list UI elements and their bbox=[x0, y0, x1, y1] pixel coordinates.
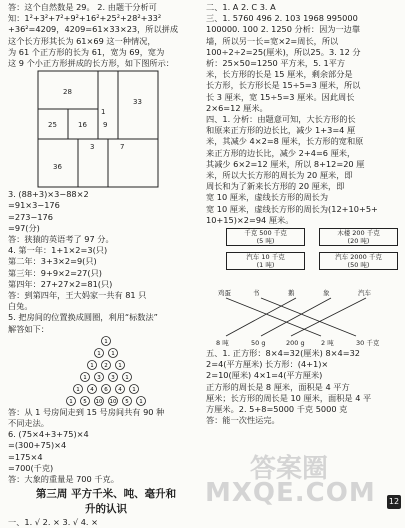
text-line: 4. 第一年：1+1×2=3(只) bbox=[8, 245, 108, 256]
text-line: 长方形，长方形长是 15÷5=3 厘米，所以 bbox=[206, 80, 361, 91]
rect-label: 1 bbox=[101, 108, 106, 117]
answer-lines-bottom bbox=[8, 407, 204, 485]
text-line: 知：1²+3²+7²+9²+16²+25²+28²+33² bbox=[8, 13, 162, 24]
weight-value: 2 吨 bbox=[321, 339, 334, 348]
text-line: 来正方形的边长比，减少 2+4=6 厘米， bbox=[206, 147, 356, 158]
text-line: 第四年：27+27×2=81(只) bbox=[8, 278, 113, 289]
weight-item: 象 bbox=[323, 289, 330, 298]
text-line: 答：从 1 号房间走到 15 号房间共有 90 种 bbox=[8, 406, 165, 417]
pairs-diagram bbox=[206, 228, 398, 288]
text-line: 这 9 个小正方形拼成的长方形，如下图所示： bbox=[8, 58, 174, 69]
rect-label: 25 bbox=[48, 121, 57, 130]
weight-value: 30 千克 bbox=[356, 339, 380, 348]
pair-box: 木楼 200 千克 (20 吨) bbox=[319, 228, 398, 246]
triangle-value: 3 bbox=[111, 375, 115, 382]
triangle-value: 4 bbox=[118, 387, 122, 394]
triangle-value: 1 bbox=[83, 375, 87, 382]
triangle-value: 10 bbox=[109, 399, 117, 406]
pair-box: 汽车 2000 千克 (50 吨) bbox=[319, 252, 398, 270]
text-line: 其减少 6×2=12 厘米，所以 8+12=20 厘 bbox=[206, 158, 365, 169]
text-line: 第二年：3+3×2=9(只) bbox=[8, 256, 97, 267]
triangle-value: 1 bbox=[69, 399, 73, 406]
text-line: 解答如下： bbox=[8, 323, 49, 334]
text-line: 答：大象的重量是 700 千克。 bbox=[8, 474, 119, 485]
text-line: 答：到第四年，王大妈家一共有 81 只 bbox=[8, 290, 147, 301]
text-line: 答：狭猿的英语考了 97 分。 bbox=[8, 234, 114, 245]
text-line: =175×4 bbox=[8, 451, 43, 462]
rect-label: 28 bbox=[63, 88, 72, 97]
text-line: 厘米；长方形的周长是 10 厘米，面积是 4 平 bbox=[206, 392, 372, 403]
answer-lines-middle bbox=[8, 189, 204, 335]
text-line: 长 3 厘米，宽 15÷5=3 厘米。因此周长 bbox=[206, 91, 355, 102]
left-column bbox=[8, 2, 204, 528]
text-line: =273−176 bbox=[8, 211, 53, 222]
rect-label: 7 bbox=[120, 143, 125, 152]
text-line: 宽 10 厘米，虚线长方形的周长为(12+10+5+ bbox=[206, 203, 378, 214]
triangle-diagram bbox=[8, 335, 204, 407]
text-line: 10+15)×2=94 厘米。 bbox=[206, 214, 294, 225]
text-line: 二、1. A 2. C 3. A bbox=[206, 2, 276, 12]
triangle-value: 1 bbox=[90, 363, 94, 370]
triangle-value: 1 bbox=[76, 387, 80, 394]
section-title-cont: 升的认识 bbox=[85, 503, 127, 516]
triangle-value: 5 bbox=[125, 399, 129, 406]
text-line: 为 61 个正方形的长为 61，宽为 69，宽为 bbox=[8, 46, 165, 57]
weight-item: 鹅 bbox=[288, 289, 295, 298]
pair-box: 千克 500 千克 (5 吨) bbox=[226, 228, 305, 246]
rect-label: 36 bbox=[53, 163, 62, 172]
text-line: 三、1. 5760 496 2. 103 1968 995000 bbox=[206, 13, 358, 24]
right-column bbox=[206, 2, 398, 426]
text-line: 宽 10 厘米，虚线长方形的周长为 bbox=[206, 192, 329, 203]
text-line: 不同走法。 bbox=[8, 418, 49, 429]
answer-line-last: 一、1. √ 2. × 3. √ 4. × bbox=[8, 517, 98, 528]
rect-label: 9 bbox=[103, 121, 108, 130]
right-lines-top bbox=[206, 2, 398, 226]
text-line: =(300+75)×4 bbox=[8, 440, 67, 451]
text-line: 6. (75×4+3+75)×4 bbox=[8, 429, 89, 440]
text-line: 2=10(厘米) 4×1=4(平方厘米) bbox=[206, 370, 323, 381]
text-line: 四、1. 分析：由题意可知，大长方形的长 bbox=[206, 114, 356, 125]
right-lines-bottom bbox=[206, 348, 398, 426]
text-line: 这个长方形其长为 61×69 这一种情况， bbox=[8, 35, 156, 46]
section-title: 第三周 平方千米、吨、毫升和 bbox=[35, 488, 177, 501]
squares-figure bbox=[8, 69, 204, 189]
triangle-value: 3 bbox=[97, 375, 101, 382]
triangle-value: 4 bbox=[90, 387, 94, 394]
text-line: =97(分) bbox=[8, 222, 40, 233]
text-line: 100000. 100 2. 1250 分析：因为一边靠 bbox=[206, 24, 361, 35]
text-line: +36²=4209，4209=61×33×23，所以拼成 bbox=[8, 24, 179, 35]
triangle-value: 6 bbox=[104, 387, 108, 394]
triangle-value: 1 bbox=[97, 351, 101, 358]
triangle-value: 1 bbox=[132, 387, 136, 394]
triangle-value: 2 bbox=[104, 363, 108, 370]
text-line: 5. 把房间的位置换成圆圈，利用“标数法” bbox=[8, 312, 158, 323]
weight-item: 书 bbox=[253, 289, 260, 298]
text-line: 2×6=12 厘米。 bbox=[206, 102, 268, 113]
page-number: 12 bbox=[387, 495, 401, 509]
triangle-value: 1 bbox=[104, 339, 108, 346]
text-line: 米，长方形的长是 15 厘米，剩余部分是 bbox=[206, 69, 353, 80]
triangle-value: 1 bbox=[139, 399, 143, 406]
stamp: 答案圈 bbox=[250, 454, 329, 484]
text-line: 米，所以大长方形的周长为 20 厘米，即 bbox=[206, 170, 353, 181]
triangle-value: 5 bbox=[83, 399, 87, 406]
text-line: 米，其减少 4×2=8 厘米，长方形的宽和原 bbox=[206, 136, 364, 147]
triangle-value: 10 bbox=[95, 399, 103, 406]
weight-item: 汽车 bbox=[358, 289, 371, 298]
text-line: 3. (88+3)×3−88×2 bbox=[8, 189, 89, 200]
text-line: 五、1. 正方形：8×4=32(厘米) 8×4=32 bbox=[206, 348, 361, 359]
text-line: 和原来正方形的边长比，减少 1+3=4 厘 bbox=[206, 125, 356, 136]
text-line: 析：25×50=1250 平方米，5. 1平方 bbox=[206, 58, 346, 69]
text-line: 周长和为了新来长方形的 20 厘米，即 bbox=[206, 181, 345, 192]
text-line: 第三年：9+9×2=27(只) bbox=[8, 267, 102, 278]
text-line: =700(千克) bbox=[8, 462, 54, 473]
text-line: 墙，所以另一长=宽×2=周长，所以 bbox=[206, 35, 339, 46]
answer-lines-top bbox=[8, 2, 204, 69]
text-line: =91×3−176 bbox=[8, 200, 60, 211]
text-line: 答：能一次性运完。 bbox=[206, 415, 280, 426]
text-line: 100÷2÷2=25(厘米)，所以25。3. 12 分 bbox=[206, 46, 361, 57]
rect-label: 3 bbox=[90, 143, 95, 152]
rect-label: 33 bbox=[133, 98, 142, 107]
triangle-value: 1 bbox=[111, 351, 115, 358]
text-line: 答：这个自然数是 29。 2. 由题干分析可 bbox=[8, 2, 157, 12]
number-triangle bbox=[8, 335, 204, 407]
matching-lines bbox=[206, 288, 396, 348]
weight-value: 50 g bbox=[251, 339, 266, 348]
watermark: MXQE.COM bbox=[205, 478, 376, 508]
text-line: 正方形的周长是 8 厘米，面积是 4 平方 bbox=[206, 381, 350, 392]
triangle-value: 1 bbox=[125, 375, 129, 382]
matching-diagram bbox=[206, 288, 398, 348]
text-line: 2=4(平方厘米) 长方形：(4+1)× bbox=[206, 359, 329, 370]
rectangle-diagram bbox=[8, 69, 204, 189]
rect-label: 16 bbox=[78, 121, 87, 130]
weight-item: 鸡蛋 bbox=[218, 289, 231, 298]
weight-value: 200 g bbox=[286, 339, 305, 348]
text-line: 白兔。 bbox=[8, 301, 33, 312]
triangle-value: 1 bbox=[118, 363, 122, 370]
weight-value: 8 吨 bbox=[216, 339, 229, 348]
text-line: 方厘米。2. 5+8=5000 千克 5000 克 bbox=[206, 404, 348, 415]
pair-box: 汽车 10 千克 (1 吨) bbox=[226, 252, 305, 270]
